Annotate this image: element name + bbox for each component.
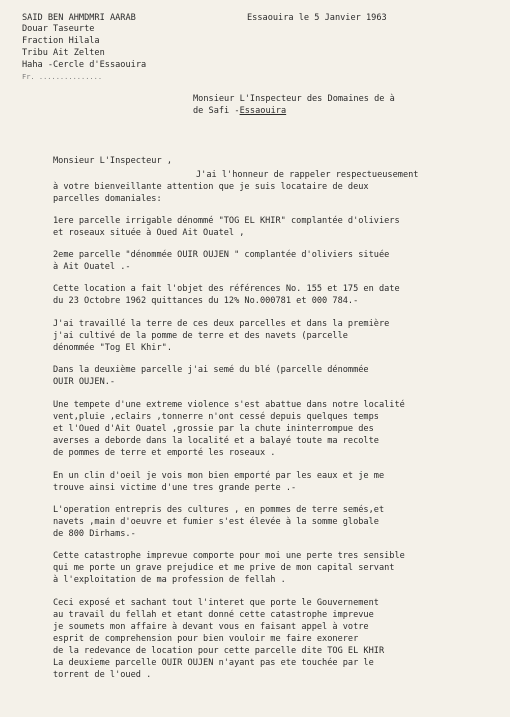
p4-line-1: Cette location a fait l'objet des références No. 155 et 175 en date [53,284,400,294]
p10-line-2: qui me porte un grave prejudice et me prive de mon capital servant [53,563,395,573]
p7-line-4: averses a deborde dans la localité et a balayé toute ma recolte [53,436,379,446]
salutation: Monsieur L'Inspecteur , [53,156,172,166]
p2-line-2: et roseaux située à Oued Ait Ouatel , [53,228,245,238]
p11-line-3: je soumets mon affaire à devant vous en faisant appel à votre [53,622,369,632]
p1-line-2: à votre bienveillante attention que je suis locataire de deux [53,182,369,192]
p7-line-1: Une tempete d'une extreme violence s'est abattue dans notre localité [53,400,405,410]
p2-line-1: 1ere parcelle irrigable dénommé "TOG EL KHIR" complantée d'oliviers [53,216,400,226]
p10-line-1: Cette catastrophe imprevue comporte pour moi une perte tres sensible [53,551,405,561]
p7-line-3: et l'Oued d'Ait Ouatel ,grossie par la chute ininterrompue des [53,424,374,434]
p10-line-3: à l'exploitation de ma profession de fellah . [53,575,286,585]
p3-line-1: 2eme parcelle "dénommée OUIR OUJEN " complantée d'oliviers située [53,250,390,260]
p11-line-6: La deuxieme parcelle OUIR OUJEN n'ayant pas ete touchée par le [53,658,374,668]
p3-line-2: à Ait Ouatel .- [53,262,131,272]
sender-line-2: Douar Taseurte [22,24,95,34]
p11-line-5: de la redevance de location pour cette parcelle dite TOG EL KHIR [53,646,385,656]
recipient-line-1: Monsieur L'Inspecteur des Domaines de à [193,94,395,104]
p11-line-7: torrent de l'oued . [53,670,152,680]
p8-line-2: trouve ainsi victime d'une tres grande perte .- [53,483,297,493]
sender-note-line: Fr. ............... [22,73,103,81]
recipient-line-2 [193,106,286,116]
p7-line-2: vent,pluie ,eclairs ,tonnerre n'ont cessé depuis quelques temps [53,412,379,422]
p9-line-2: navets ,main d'oeuvre et fumier s'est élevée à la somme globale [53,517,379,527]
p9-line-1: L'operation entrepris des cultures , en pommes de terre semés,et [53,505,385,515]
sender-line-5: Haha -Cercle d'Essaouira [22,60,147,70]
p7-line-5: de pommes de terre et emporté les roseaux . [53,448,276,458]
date-line: Essaouira le 5 Janvier 1963 [247,13,387,23]
p6-line-1: Dans la deuxième parcelle j'ai semé du blé (parcelle dénommée [53,365,369,375]
p1-line-3: parcelles domaniales: [53,194,162,204]
p5-line-3: dénommée "Tog El Khir". [53,343,172,353]
sender-line-3: Fraction Hilala [22,36,100,46]
p5-line-1: J'ai travaillé la terre de ces deux parcelles et dans la première [53,319,390,329]
recipient-prefix: de Safi - [193,106,240,116]
p11-line-4: esprit de comprehension pour bien vouloir me faire exonerer [53,634,359,644]
p6-line-2: OUIR OUJEN.- [53,377,116,387]
p11-line-1: Ceci exposé et sachant tout l'interet que porte le Gouvernement [53,598,379,608]
recipient-place: Essaouira [239,106,287,116]
p4-line-2: du 23 Octobre 1962 quittances du 12% No.000781 et 000 784.- [53,296,359,306]
p11-line-2: au travail du fellah et etant donné cette catastrophe imprevue [53,610,374,620]
p1-line-1: J'ai l'honneur de rappeler respectueusement [196,170,419,180]
sender-line-1: SAID BEN AHMDMRI AARAB [22,13,136,23]
p9-line-3: de 800 Dirhams.- [53,529,136,539]
p8-line-1: En un clin d'oeil je vois mon bien emporté par les eaux et je me [53,471,385,481]
p5-line-2: j'ai cultivé de la pomme de terre et des navets (parcelle [53,331,348,341]
sender-line-4: Tribu Ait Zelten [22,48,105,58]
